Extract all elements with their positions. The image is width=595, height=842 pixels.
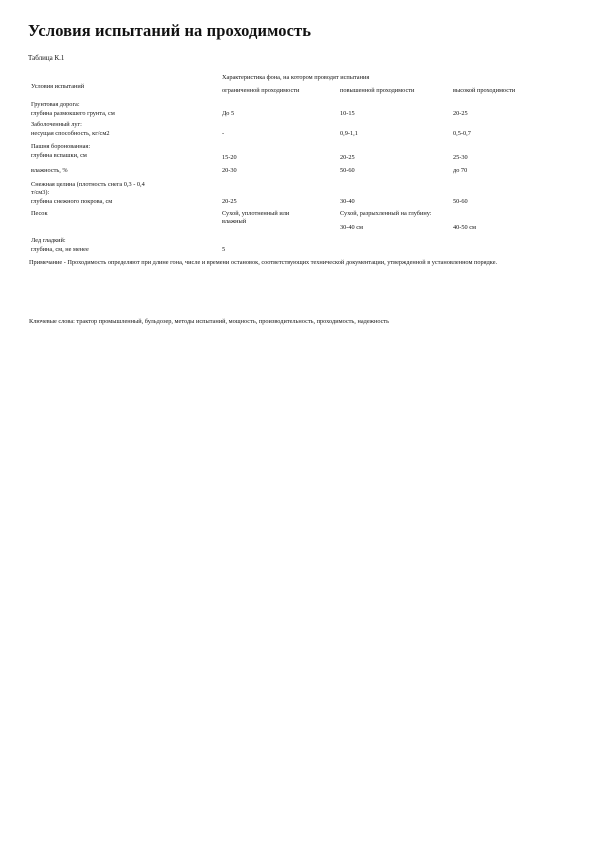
cell-increased-high-merged: Сухой, разрыхленный на глубину:	[340, 210, 432, 217]
cell-limited: 20-30	[222, 167, 237, 174]
cell-limited: 20-25	[222, 198, 237, 205]
header-conditions: Условия испытаний	[31, 83, 85, 90]
header-increased: повышенной проходимости	[340, 87, 415, 94]
page-title: Условия испытаний на проходимость	[28, 21, 312, 40]
cell-high: 40-50 см	[453, 224, 477, 231]
cell-limited: 5	[222, 246, 226, 253]
cell-limited: До 5	[222, 110, 235, 117]
cell-high: 0,5-0,7	[453, 130, 471, 137]
row-condition-param: глубина размокшего грунта, см	[31, 110, 115, 117]
header-high: высокой проходимости	[453, 87, 516, 94]
table-note: Примечание - Проходимость определяют при длине гона, числе и времени остановок, соответствующих технической документации, утвержденной в установленном порядке.	[29, 259, 498, 266]
cell-limited: -	[222, 130, 225, 137]
cell-increased: 30-40 см	[340, 224, 364, 231]
cell-high: до 70	[453, 167, 468, 174]
cell-high: 20-25	[453, 110, 468, 117]
row-condition-title: Грунтовая дорога:	[31, 101, 80, 108]
cell-increased: 0,9-1,1	[340, 130, 358, 137]
cell-increased: 20-25	[340, 154, 355, 161]
row-condition-title-cont: т/см3):	[31, 189, 50, 196]
cell-limited-line1: Сухой, уплотненный или	[222, 210, 290, 217]
cell-limited: 15-20	[222, 154, 237, 161]
cell-increased: 30-40	[340, 198, 355, 205]
row-condition-title: Пашня боронованная:	[31, 143, 91, 150]
row-condition-title: Снежная целина (плотность снега 0,3 - 0,4	[31, 181, 145, 188]
row-condition-param: несущая способность, кг/см2	[31, 130, 110, 137]
row-condition-title: Песок	[31, 210, 48, 217]
row-condition-param: глубина, см, не менее	[31, 246, 89, 253]
cell-high: 50-60	[453, 198, 468, 205]
cell-limited-line2: влажный	[222, 218, 247, 225]
keywords: Ключевые слова: трактор промышленный, бульдозер, методы испытаний, мощность, производительность, проходимость, надежность	[29, 318, 390, 325]
cell-increased: 50-60	[340, 167, 355, 174]
header-limited: ограниченной проходимости	[222, 87, 300, 94]
row-condition-param: глубина снежного покрова, см	[31, 198, 113, 205]
row-condition-param: влажность, %	[31, 167, 68, 174]
header-group-label: Характеристика фона, на котором проводят испытания	[222, 74, 370, 81]
row-condition-title: Заболоченный луг:	[31, 121, 82, 128]
cell-high: 25-30	[453, 154, 468, 161]
row-condition-param: глубина вспашки, см	[31, 152, 87, 159]
cell-increased: 10-15	[340, 110, 355, 117]
table-label: Таблица К.1	[28, 54, 65, 62]
row-condition-title: Лед гладкий:	[31, 237, 66, 244]
